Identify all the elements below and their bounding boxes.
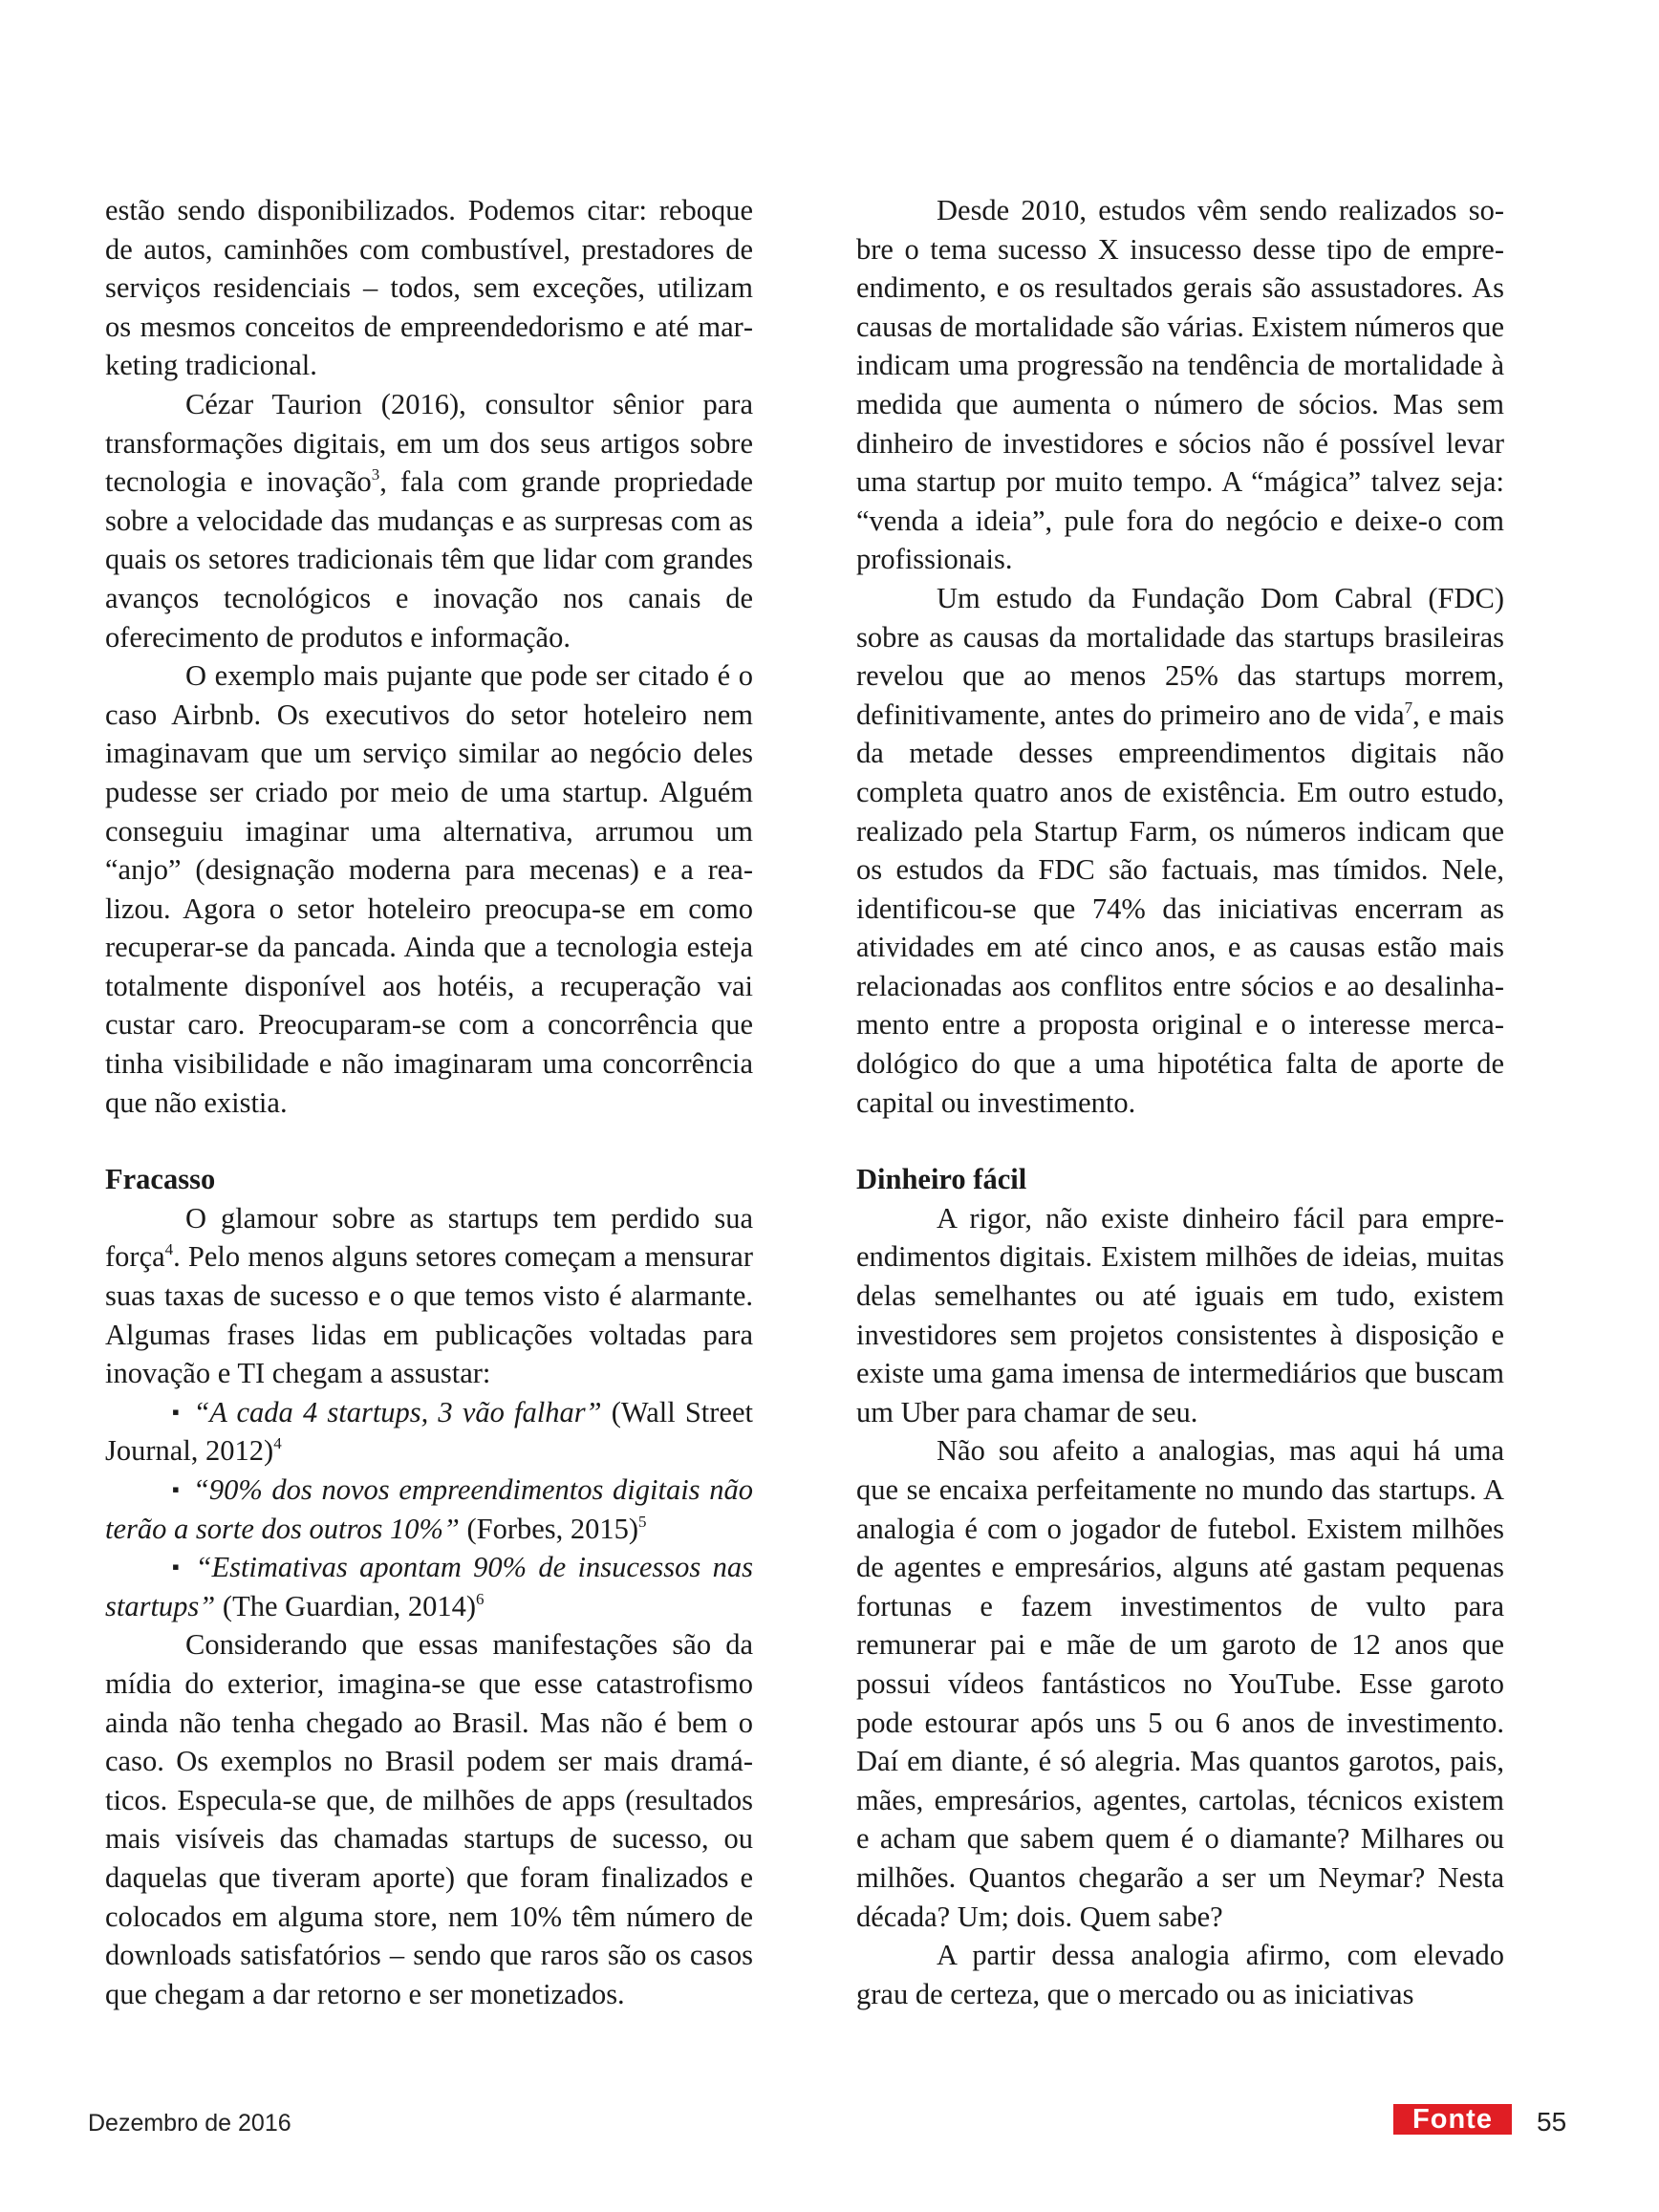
right-column	[856, 191, 1504, 2013]
source: (The Guardian, 2014)	[215, 1589, 476, 1622]
footnote-ref: 3	[371, 465, 380, 484]
logo-text: Fonte	[1412, 2103, 1493, 2135]
paragraph: A partir dessa analogia afirmo, com elevado grau de certeza, que o mercado ou as iniciativas	[856, 1939, 1504, 2010]
footnote-ref: 4	[273, 1434, 282, 1453]
section-heading: Dinheiro fácil	[856, 1163, 1027, 1196]
text-run: . Pelo menos alguns setores começam a mensurar suas taxas de sucesso e o que temos visto é alarmante. Algumas frases lidas em publicações voltadas para inovação e TI chegam a assustar:	[105, 1240, 753, 1390]
paragraph: estão sendo disponibilizados. Podemos citar: reboque de autos, caminhões com combustível, prestadores de serviços residenciais – todos, sem exceções, utilizam os mesmos conceitos de empreendedorismo e até marketing tradicional.	[105, 194, 753, 382]
text-run: , fala com grande propriedade sobre a velocidade das mudanças e as surpresas com as quais os setores tradicionais têm que lidar com grandes avanços tecnológicos e inovação nos canais de oferecimento de produtos e informação.	[105, 465, 753, 654]
text-run: Um estudo da Fundação Dom Cabral (FDC) sobre as causas da mortalidade das startups brasileiras revelou que ao menos 25% das startups morrem, definitivamente, antes do primeiro ano de vida	[856, 581, 1504, 731]
source: (Wall Street Journal, 2012)	[105, 1395, 753, 1468]
bullet-marker: ▪	[172, 1555, 184, 1579]
quote: “A cada 4 startups, 3 vão falhar”	[193, 1395, 602, 1428]
footnote-ref: 7	[1404, 698, 1413, 717]
text-run: O glamour sobre as startups tem perdido sua força	[105, 1201, 753, 1274]
text-run: , e mais da metade desses empreendimentos digitais não completa quatro anos de existência. Em outro estudo, realizado pela Startup Farm, os números indicam que os estudos da FDC são factuais, mas tímidos. Nele, identificou-se que 74% das iniciativas encerram as atividades em até cinco anos, e as causas estão mais relacionadas aos conflitos entre sócios e ao desalinhamento entre a proposta original e o interesse mercadológico do que a uma hipotética falta de aporte de capital ou investimento.	[856, 698, 1504, 1119]
bullet-item	[105, 1471, 753, 1548]
paragraph	[105, 1199, 753, 1393]
paragraph: Não sou afeito a analogias, mas aqui há uma que se encaixa perfeitamente no mundo das startups. A analogia é com o jogador de futebol. Existem milhões de agentes e empresários, alguns até gastam pequenas fortunas e fazem investimentos de vulto para remunerar pai e mãe de um garoto de 12 anos que possui vídeos fantásticos no YouTube. Esse garoto pode estourar após uns 5 ou 6 anos de investimento. Daí em diante, é só alegria. Mas quantos garotos, pais, mães, empresários, agentes, cartolas, técnicos existem e acham que sabem quem é o diamante? Milhares ou milhões. Quantos chegarão a ser um Neymar? Nesta década? Um; dois. Quem sabe?	[856, 1434, 1504, 1933]
issue-date: Dezembro de 2016	[88, 2110, 291, 2137]
footnote-ref: 5	[638, 1512, 647, 1531]
footnote-ref: 4	[164, 1240, 174, 1259]
page-number: 55	[1537, 2107, 1567, 2137]
bullet-item	[105, 1548, 753, 1625]
text-run: Cézar Taurion (2016), consultor sênior para transformações digitais, em um dos seus artigos sobre tecnologia e inovação	[105, 387, 753, 499]
bullet-marker: ▪	[172, 1399, 183, 1424]
paragraph	[105, 385, 753, 656]
bullet-item	[105, 1393, 753, 1471]
paragraph: Desde 2010, estudos vêm sendo realizados sobre o tema sucesso X insucesso desse tipo de empreendimento, e os resultados gerais são assustadores. As causas de mortalidade são várias. Existem números que indicam uma progressão na tendência de mortalidade à medida que aumenta o número de sócios. Mas sem dinheiro de investidores e sócios não é possível levar uma startup por muito tempo. A “mágica” talvez seja: “venda a ideia”, pule fora do negócio e deixe-o com profissionais.	[856, 194, 1504, 576]
left-column	[105, 191, 753, 2013]
paragraph: Considerando que essas manifestações são da mídia do exterior, imagina-se que esse catastrofismo ainda não tenha chegado ao Brasil. Mas não é bem o caso. Os exemplos no Brasil podem ser mais dramáticos. Especula-se que, de milhões de apps (resultados mais visíveis das chamadas startups de sucesso, ou daquelas que tiveram aporte) que foram finalizados e colocados em alguma store, nem 10% têm número de downloads satisfatórios – sendo que raros são os casos que chegam a dar retorno e ser monetizados.	[105, 1628, 753, 2010]
quote: “90% dos novos empreendimentos digitais não terão a sorte dos outros 10%”	[105, 1473, 753, 1545]
paragraph: A rigor, não existe dinheiro fácil para empreendimentos digitais. Existem milhões de ideias, muitas delas semelhantes ou até iguais em tudo, existem investidores sem projetos consistentes à disposição e existe uma gama imensa de intermediários que buscam um Uber para chamar de seu.	[856, 1201, 1504, 1428]
paragraph: O exemplo mais pujante que pode ser citado é o caso Airbnb. Os executivos do setor hoteleiro nem imaginavam que um serviço similar ao negócio deles pudesse ser criado por meio de uma startup. Alguém conseguiu imaginar uma alternativa, arrumou um “anjo” (designação moderna para mecenas) e a realizou. Agora o setor hoteleiro preocupa-se em como recuperar-se da pancada. Ainda que a tecnologia esteja totalmente disponível aos hotéis, a recuperação vai custar caro. Preocuparam-se com a concorrência que tinha visibilidade e não imaginaram uma concorrência que não existia.	[105, 659, 753, 1119]
magazine-logo	[1393, 2104, 1512, 2135]
source: (Forbes, 2015)	[459, 1512, 639, 1545]
quote: “Estimativas apontam 90% de insucessos nas startups”	[105, 1551, 753, 1622]
section-heading: Fracasso	[105, 1163, 216, 1196]
paragraph	[856, 579, 1504, 1122]
footnote-ref: 6	[476, 1589, 485, 1608]
bullet-marker: ▪	[172, 1477, 182, 1501]
